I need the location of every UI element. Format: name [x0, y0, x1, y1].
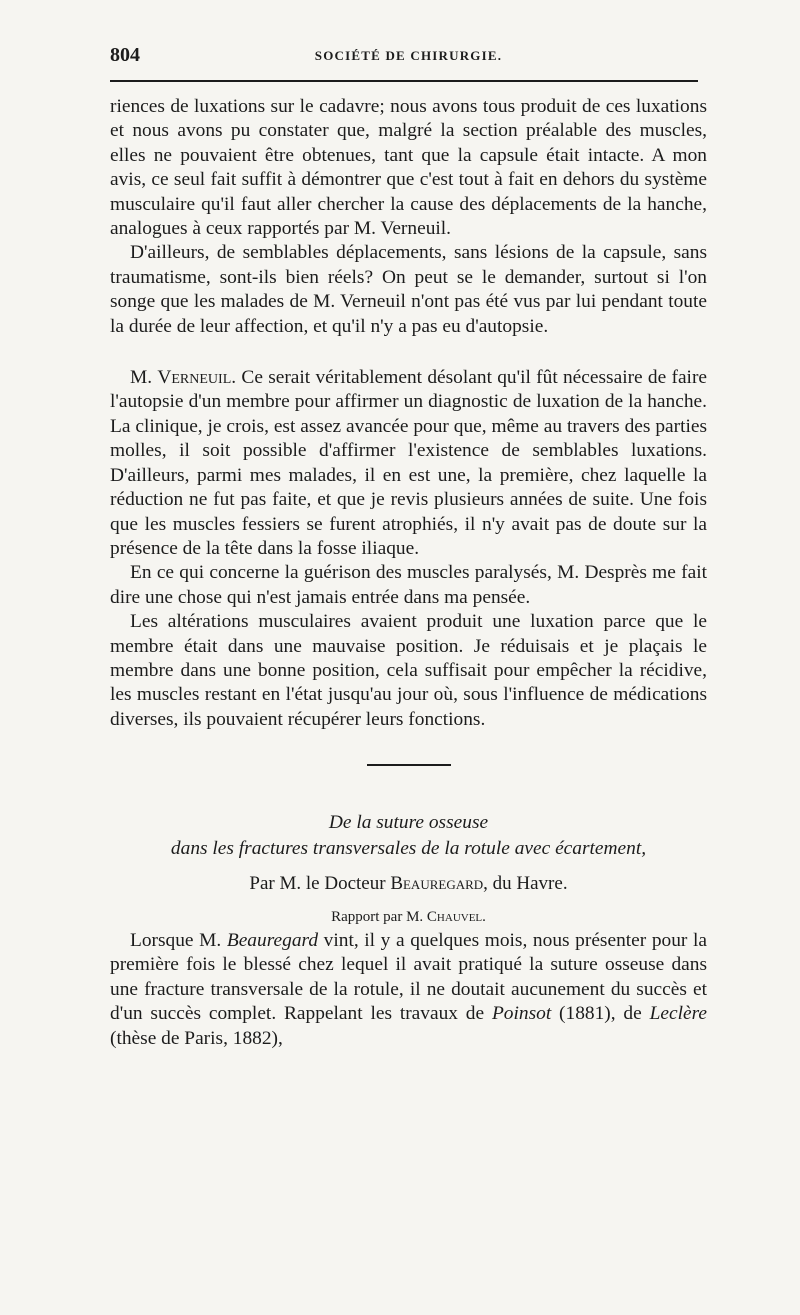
page-header [110, 44, 707, 70]
page-number: 804 [110, 44, 140, 66]
final-text-3: (1881), de [551, 1003, 650, 1025]
paragraph-alterations: Les altérations musculaires avaient produit une luxation parce que le membre était dans une mauvaise position. Je réduisais et je plaçais le membre dans une bonne position, cela suffisait pour empêcher la récidive, les muscles restant en l'état jusqu'au jour où, sous l'influence de médications diverses, ils pouvaient récupérer leurs fonctions. [110, 611, 707, 730]
header-rule [110, 80, 698, 82]
section-separator [367, 764, 451, 766]
article-byline [110, 872, 707, 896]
paragraph-verneuil-reply [110, 366, 707, 561]
byline-prefix: Par M. le Docteur [249, 873, 391, 895]
paragraph-objection: D'ailleurs, de semblables déplacements, sans lésions de la capsule, sans traumatisme, sont-ils bien réels? On peut se le demander, surtout si l'on songe que les malades de M. Verneuil n'ont pas été vus par lui pendant toute la durée de leur affection, et qu'il n'y a pas eu d'autopsie. [110, 242, 707, 337]
article-title-line-2: dans les fractures transversales de la rotule avec écartement, [170, 838, 647, 860]
name-beauregard: Beauregard [226, 929, 319, 951]
report-prefix: Rapport par M. [331, 908, 427, 925]
article-title-line-1: De la suture osseuse [328, 812, 489, 834]
final-text-2: vint, il y a quelques mois, nous présenter pour la première fois le blessé chez lequel il avait pratiqué la suture osseuse dans une fracture transversale de la rotule, il ne doutait aucunement du succès et d'un succès complet. Rappelant les travaux de [110, 929, 707, 1025]
reply-text: Ce serait véritablement désolant qu'il fût nécessaire de faire l'autopsie d'un membre pour affirmer un diagnostic de luxation de la hanche. La clinique, je crois, est assez avancée pour que, même au travers des parties molles, il soit possible d'affirmer l'existence de semblables luxations. D'ailleurs, parmi mes malades, il en est une, la première, chez laquelle la réduction ne fut pas faite, et que je revis plusieurs années de suite. Une fois que les muscles fessiers se furent atrophiés, il n'y avait pas de doute sur la présence de la tête dans la fosse iliaque. [110, 367, 708, 559]
paragraph-continuation: riences de luxations sur le cadavre; nous avons tous produit de ces luxations et nous avons pu constater que, malgré la section préalable des muscles, elles ne pouvaient être obtenues, tant que la capsule était intacte. A mon avis, ce seul fait suffit à démontrer que c'est tout à fait en dehors du système musculaire qu'il faut aller chercher la cause des déplacements de la hanche, analogues à ceux rapportés par M. Verneuil. [110, 96, 707, 240]
report-author: Chauvel. [426, 908, 486, 925]
article-title [110, 810, 707, 862]
report-line [110, 905, 707, 929]
name-leclere: Leclère [649, 1003, 708, 1025]
name-poinsot: Poinsot [491, 1003, 552, 1025]
final-text-4: (thèse de Paris, 1882), [110, 1027, 283, 1049]
paragraph-final [110, 929, 707, 1051]
paragraph-despres: En ce qui concerne la guérison des muscles paralysés, M. Desprès me fait dire une chose qui n'est jamais entrée dans ma pensée. [110, 562, 707, 608]
byline-author: Beauregard, [390, 873, 488, 895]
speaker-prefix: M. [130, 367, 158, 389]
final-text-1: Lorsque M. [130, 929, 227, 951]
byline-suffix: du Havre. [487, 873, 568, 895]
running-title: SOCIÉTÉ DE CHIRURGIE. [314, 48, 503, 63]
body-text [110, 95, 707, 1051]
speaker-name: Verneuil. [157, 367, 237, 389]
